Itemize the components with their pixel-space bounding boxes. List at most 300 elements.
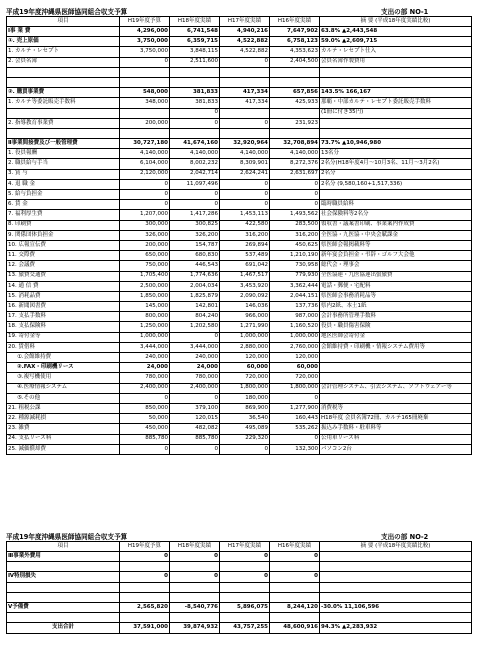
table-cell — [320, 128, 472, 138]
table-cell: 会計管理システム、引去システム、ソフトウェアー等 — [320, 383, 472, 393]
table-cell: 23. 雑費 — [7, 424, 120, 434]
table-cell — [7, 582, 120, 592]
col-header: H18年度実績 — [170, 542, 220, 552]
table-cell: 1,000,000 — [220, 332, 270, 342]
table-cell: 32,708,894 — [270, 139, 320, 149]
table-cell: 39,874,932 — [170, 623, 220, 633]
table-cell: 7,647,902 — [270, 27, 320, 37]
table-cell: 1,271,990 — [220, 322, 270, 332]
table-cell: 0 — [220, 200, 270, 210]
table-cell — [320, 562, 472, 572]
table-cell: 2. 指導教育事業費 — [7, 118, 120, 128]
table-cell — [7, 613, 120, 623]
table-cell: 780,000 — [120, 373, 170, 383]
table-cell: 59.0% ▲2,609,715 — [320, 37, 472, 47]
table-cell: 120,000 — [270, 353, 320, 363]
table-cell: 495,089 — [220, 424, 270, 434]
table-cell: 8,272,376 — [270, 159, 320, 169]
table-row — [7, 210, 472, 220]
table-cell: 2,090,092 — [220, 291, 270, 301]
table-cell: 850,000 — [120, 403, 170, 413]
table-row — [7, 261, 472, 271]
table-row — [7, 88, 472, 98]
table-cell: 0 — [270, 190, 320, 200]
table-cell: 0 — [120, 393, 170, 403]
table-header-row — [7, 542, 472, 552]
table-row — [7, 57, 472, 67]
table-cell: 548,000 — [120, 88, 170, 98]
table-cell — [170, 613, 220, 623]
table-row — [7, 592, 472, 602]
table-cell — [120, 582, 170, 592]
table-cell: 0 — [120, 572, 170, 582]
section-label-2: 支出の部 NO-2 — [381, 533, 429, 541]
table-cell: 145,000 — [120, 302, 170, 312]
table-cell: 1,207,000 — [120, 210, 170, 220]
table-row — [7, 613, 472, 623]
table-row — [7, 98, 472, 108]
table-cell: 3,453,920 — [220, 281, 270, 291]
table-cell: 160,443 — [270, 414, 320, 424]
table-cell — [120, 562, 170, 572]
table-cell: ②.FAX・印刷機リース — [7, 363, 120, 373]
table-cell: 0 — [270, 179, 320, 189]
table-cell — [320, 190, 472, 200]
table-row — [7, 302, 472, 312]
table-cell: 0 — [170, 190, 220, 200]
table-cell: 0 — [270, 552, 320, 562]
table-cell: 3. 賞 与 — [7, 169, 120, 179]
table-cell — [320, 118, 472, 128]
table-cell: 30,727,180 — [120, 139, 170, 149]
table-cell: 1,202,580 — [170, 322, 220, 332]
table-cell: 535,262 — [270, 424, 320, 434]
table-cell: 348,000 — [120, 98, 170, 108]
table-cell — [270, 67, 320, 77]
table-cell: 2. 会員名簿 — [7, 57, 120, 67]
table-cell: 0 — [220, 444, 270, 454]
table-row — [7, 47, 472, 57]
table-cell: 0 — [270, 393, 320, 403]
table-cell: 1,210,190 — [270, 251, 320, 261]
table-cell: 316,200 — [220, 230, 270, 240]
table-cell: 1. 役員報酬 — [7, 149, 120, 159]
table-row — [7, 434, 472, 444]
table-cell — [120, 67, 170, 77]
table-cell: 総代会・理事会 — [320, 261, 472, 271]
table-cell: ④.医療情報システム — [7, 383, 120, 393]
table-cell — [220, 613, 270, 623]
table-cell — [170, 582, 220, 592]
table-cell: ②. 購買事業費 — [7, 88, 120, 98]
table-cell: 10. 広報宣伝費 — [7, 240, 120, 250]
table-cell: 7. 福利厚生費 — [7, 210, 120, 220]
table-cell: 482,082 — [170, 424, 220, 434]
table-cell: 1,277,900 — [270, 403, 320, 413]
table-cell: 379,100 — [170, 403, 220, 413]
table-cell — [120, 128, 170, 138]
table-cell: 37,591,000 — [120, 623, 170, 633]
table-cell: 720,000 — [270, 373, 320, 383]
table-cell — [170, 128, 220, 138]
table-row — [7, 251, 472, 261]
table-cell — [320, 353, 472, 363]
table-cell: 450,000 — [120, 424, 170, 434]
table-row — [7, 312, 472, 322]
table-row — [7, 200, 472, 210]
col-header: H16年度実績 — [270, 542, 320, 552]
table-cell: 2,511,600 — [170, 57, 220, 67]
table-cell: ①.会館維持費 — [7, 353, 120, 363]
table-cell: 0 — [120, 200, 170, 210]
table-cell: 12. 会議費 — [7, 261, 120, 271]
table-cell: Ⅰ事 業 費 — [7, 27, 120, 37]
table-cell: 社会保険料等2名分 — [320, 210, 472, 220]
table-cell: 1,493,562 — [270, 210, 320, 220]
table-cell: 24,000 — [170, 363, 220, 373]
table-cell — [7, 67, 120, 77]
table-cell: ③.複写機使用 — [7, 373, 120, 383]
table-cell — [220, 108, 270, 118]
table-cell: 0 — [170, 572, 220, 582]
table-cell — [320, 592, 472, 602]
table-cell: 36,540 — [220, 414, 270, 424]
table-cell: 0 — [170, 108, 220, 118]
table-cell: 3,750,000 — [120, 47, 170, 57]
table-cell: 4,296,000 — [120, 27, 170, 37]
table-cell: 446,543 — [170, 261, 220, 271]
table-cell — [320, 572, 472, 582]
table-cell: 1,825,879 — [170, 291, 220, 301]
table-row — [7, 602, 472, 612]
col-header: H18年度実績 — [170, 17, 220, 27]
table-cell: 21. 租税公課 — [7, 403, 120, 413]
table-cell: 1,800,000 — [270, 383, 320, 393]
table-row — [7, 444, 472, 454]
table-cell: 消費税等 — [320, 403, 472, 413]
table-cell: 60,000 — [270, 363, 320, 373]
table-cell: 那覇・中部カルテ・レセプト委託販売手数料 — [320, 98, 472, 108]
table-cell: 3,750,000 — [120, 37, 170, 47]
table-cell: 公用車リース料 — [320, 434, 472, 444]
table-cell — [320, 393, 472, 403]
table-cell: 13. 旅費交通費 — [7, 271, 120, 281]
table-cell — [220, 67, 270, 77]
table-row — [7, 220, 472, 230]
col-header: 項目 — [7, 542, 120, 552]
table-cell: 24. 支払リース料 — [7, 434, 120, 444]
table-cell: 381,833 — [170, 98, 220, 108]
table-cell — [320, 67, 472, 77]
table-cell: 会員名簿作製費用 — [320, 57, 472, 67]
table-cell: 3,444,000 — [170, 342, 220, 352]
table-cell: 0 — [170, 332, 220, 342]
table-row — [7, 291, 472, 301]
table-cell: 24,000 — [120, 363, 170, 373]
table-cell: 1,417,286 — [170, 210, 220, 220]
table-cell: 720,000 — [220, 373, 270, 383]
table-cell: 県医師会事務消耗品等 — [320, 291, 472, 301]
table-cell: 1,467,517 — [220, 271, 270, 281]
table-cell — [320, 363, 472, 373]
table-cell: 全医協連・九医協連出張旅費 — [320, 271, 472, 281]
table-cell: 154,787 — [170, 240, 220, 250]
table-cell — [320, 552, 472, 562]
table-row — [7, 240, 472, 250]
table-row — [7, 373, 472, 383]
table-cell — [320, 77, 472, 87]
table-cell: 316,200 — [270, 230, 320, 240]
table-cell — [220, 582, 270, 592]
table-cell — [270, 592, 320, 602]
table-cell: 4,140,000 — [270, 149, 320, 159]
table-cell: 県内2紙、本土1紙 — [320, 302, 472, 312]
table-cell: 0 — [170, 552, 220, 562]
table-cell: 8,244,120 — [270, 602, 320, 612]
table-cell: -30.0% 11,106,596 — [320, 602, 472, 612]
table-cell: 25. 減価償却費 — [7, 444, 120, 454]
table-row — [7, 67, 472, 77]
table-cell: 804,240 — [170, 312, 220, 322]
table-cell: 780,000 — [170, 373, 220, 383]
table-row — [7, 169, 472, 179]
table-cell: 臨時職員給料 — [320, 200, 472, 210]
table-cell: 48,600,916 — [270, 623, 320, 633]
table-cell — [170, 562, 220, 572]
table-row — [7, 424, 472, 434]
col-header: H17年度実績 — [220, 17, 270, 27]
table-row — [7, 403, 472, 413]
table-cell: 800,000 — [120, 312, 170, 322]
table-cell: 417,334 — [220, 88, 270, 98]
table-cell — [120, 77, 170, 87]
table-cell: 会館維持費・印刷機・情報システム費用等 — [320, 342, 472, 352]
table-cell — [170, 67, 220, 77]
table-cell: Ⅴ予備費 — [7, 602, 120, 612]
table-cell: 657,856 — [270, 88, 320, 98]
table-cell: 県医師会報掲載料等 — [320, 240, 472, 250]
table-cell: 300,000 — [120, 220, 170, 230]
table-row — [7, 353, 472, 363]
table-cell: 4,522,882 — [220, 47, 270, 57]
table-row — [7, 363, 472, 373]
table-cell: 振込み手数料・駐車料等 — [320, 424, 472, 434]
table-cell: カルテ・レセプト仕入 — [320, 47, 472, 57]
table-cell: 会計事務所管理手数料 — [320, 312, 472, 322]
table-cell: 146,036 — [220, 302, 270, 312]
table-cell — [120, 592, 170, 602]
table-cell: 14. 通 信 費 — [7, 281, 120, 291]
table-cell: 3,444,000 — [120, 342, 170, 352]
table-cell — [170, 77, 220, 87]
table-cell: 1,250,000 — [120, 322, 170, 332]
table-cell: 13名分 — [320, 149, 472, 159]
table-cell: 9. 関係団体負担金 — [7, 230, 120, 240]
table-cell: 43,757,255 — [220, 623, 270, 633]
table-cell: 885,780 — [170, 434, 220, 444]
table-row — [7, 77, 472, 87]
table-cell: 16. 新聞図書費 — [7, 302, 120, 312]
table-cell — [270, 108, 320, 118]
table-cell — [270, 128, 320, 138]
table-cell: 2,044,151 — [270, 291, 320, 301]
table-cell: 2,500,000 — [120, 281, 170, 291]
table-cell: 283,500 — [270, 220, 320, 230]
table-cell: 885,780 — [120, 434, 170, 444]
table-cell: 1,000,000 — [270, 332, 320, 342]
table-cell: 0 — [170, 200, 220, 210]
table-cell — [220, 77, 270, 87]
table-cell: 8,002,232 — [170, 159, 220, 169]
col-header: H16年度実績 — [270, 17, 320, 27]
table-cell: 2,004,034 — [170, 281, 220, 291]
table-cell — [270, 582, 320, 592]
table-cell: 326,200 — [170, 230, 220, 240]
table-cell — [120, 108, 170, 118]
table-cell: 32,920,964 — [220, 139, 270, 149]
table-cell: パソコン2台 — [320, 444, 472, 454]
table-cell: 0 — [120, 57, 170, 67]
table-cell: 326,000 — [120, 230, 170, 240]
table-row — [7, 139, 472, 149]
table-cell — [270, 562, 320, 572]
table-cell: 120,015 — [170, 414, 220, 424]
table-cell: H18年度 会員名簿72冊、カルテ165冊廃棄 — [320, 414, 472, 424]
table-cell: 2,042,714 — [170, 169, 220, 179]
table-row — [7, 383, 472, 393]
table-cell: 0 — [120, 179, 170, 189]
table-cell: 417,334 — [220, 98, 270, 108]
table-cell: 730,958 — [270, 261, 320, 271]
table-cell: 8. 印刷費 — [7, 220, 120, 230]
table-cell: 450,625 — [270, 240, 320, 250]
table-row — [7, 159, 472, 169]
table-row — [7, 230, 472, 240]
table-cell: 0 — [170, 118, 220, 128]
table-cell: 6,104,000 — [120, 159, 170, 169]
table-cell: 0 — [120, 552, 170, 562]
table-cell: 18. 支払保険料 — [7, 322, 120, 332]
table-cell: 19. 寄付金等 — [7, 332, 120, 342]
table-cell: 4,140,000 — [120, 149, 170, 159]
table-cell: 1,800,000 — [220, 383, 270, 393]
table-cell: 4,140,000 — [220, 149, 270, 159]
table-cell: 5,896,075 — [220, 602, 270, 612]
table-row — [7, 623, 472, 633]
table-cell: Ⅲ事業外費用 — [7, 552, 120, 562]
table-cell: 180,000 — [220, 393, 270, 403]
table-row — [7, 322, 472, 332]
table-cell — [120, 613, 170, 623]
table-cell: 4,353,623 — [270, 47, 320, 57]
table-cell: 231,923 — [270, 118, 320, 128]
table-cell: 143.5% 166,167 — [320, 88, 472, 98]
table-cell: (1冊に付き35円) — [320, 108, 472, 118]
table-cell: 2名分(H18年度4月～10月3名、11月～3月2名) — [320, 159, 472, 169]
col-header: H19年度予算 — [120, 17, 170, 27]
expense-table-2 — [6, 541, 472, 634]
col-header: 項目 — [7, 17, 120, 27]
table-cell: 650,000 — [120, 251, 170, 261]
table-cell: 0 — [120, 444, 170, 454]
table-cell: 2,624,241 — [220, 169, 270, 179]
table-cell: 240,000 — [170, 353, 220, 363]
table-row — [7, 414, 472, 424]
table-cell — [7, 108, 120, 118]
table-cell: 422,580 — [220, 220, 270, 230]
table-cell: 0 — [270, 434, 320, 444]
table-cell: 2,760,000 — [270, 342, 320, 352]
table-cell: 2,400,000 — [120, 383, 170, 393]
table-cell: 2. 職員給与手当 — [7, 159, 120, 169]
table-row — [7, 562, 472, 572]
table-cell: ⑤.その他 — [7, 393, 120, 403]
col-header: H19年度予算 — [120, 542, 170, 552]
table-cell: 200,000 — [120, 240, 170, 250]
table-cell: 966,000 — [220, 312, 270, 322]
table-cell: 691,042 — [220, 261, 270, 271]
col-header: H17年度実績 — [220, 542, 270, 552]
table-cell: 2,400,000 — [170, 383, 220, 393]
table-cell: 22. 種源減耗損 — [7, 414, 120, 424]
table-row — [7, 37, 472, 47]
table-cell: 2,631,697 — [270, 169, 320, 179]
table-cell — [220, 592, 270, 602]
table-cell: 2,404,500 — [270, 57, 320, 67]
expense-table-1 — [6, 16, 472, 455]
table-row — [7, 572, 472, 582]
table-cell — [270, 77, 320, 87]
table-row — [7, 108, 472, 118]
table-cell — [220, 562, 270, 572]
table-cell: 11,097,496 — [170, 179, 220, 189]
table-cell: 4,940,216 — [220, 27, 270, 37]
col-header: 摘 要 (平成18年度実績比較) — [320, 542, 472, 552]
table-cell: 5. 給与負担金 — [7, 190, 120, 200]
table-cell: 6,359,715 — [170, 37, 220, 47]
table-cell — [270, 613, 320, 623]
table-row — [7, 281, 472, 291]
table-cell: 電話・郵便・宅配料 — [320, 281, 472, 291]
table-cell: 0 — [170, 444, 220, 454]
table-cell: 0 — [270, 200, 320, 210]
table-cell — [320, 613, 472, 623]
table-row — [7, 332, 472, 342]
table-row — [7, 271, 472, 281]
table-cell: 137,736 — [270, 302, 320, 312]
col-header: 摘 要 (平成18年度実績比較) — [320, 17, 472, 27]
table-cell: 2,880,000 — [220, 342, 270, 352]
table-cell: 750,000 — [120, 261, 170, 271]
table-cell: 73.7% ▲10,946,980 — [320, 139, 472, 149]
table-cell: 2,120,000 — [120, 169, 170, 179]
table-cell: 269,894 — [220, 240, 270, 250]
table-cell: 1,705,400 — [120, 271, 170, 281]
table-row — [7, 179, 472, 189]
table-cell: 381,833 — [170, 88, 220, 98]
table-cell — [220, 128, 270, 138]
table-cell: 全医協・九医協・中央会賦課金 — [320, 230, 472, 240]
table-cell: -8,540,776 — [170, 602, 220, 612]
table-cell: 240,000 — [120, 353, 170, 363]
table-cell: 537,489 — [220, 251, 270, 261]
page-title-2: 平成19年度沖縄県医師協同組合収支予算 — [6, 533, 128, 541]
table-cell: 50,000 — [120, 414, 170, 424]
table-cell — [7, 562, 120, 572]
table-cell: 8,309,901 — [220, 159, 270, 169]
table-cell: 4,522,882 — [220, 37, 270, 47]
table-cell — [7, 128, 120, 138]
